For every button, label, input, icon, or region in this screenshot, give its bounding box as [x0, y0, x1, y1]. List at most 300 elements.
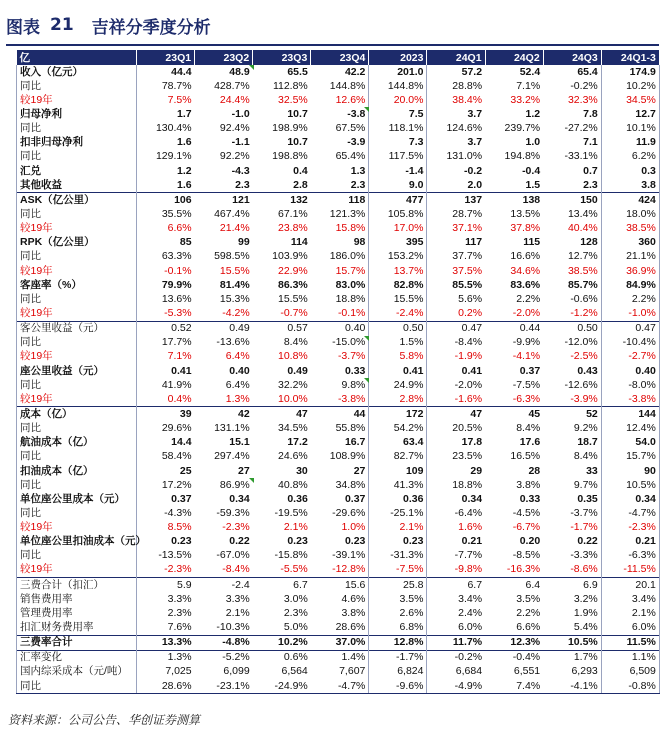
table-cell: -1.4 — [369, 164, 427, 178]
table-cell: 1.5% — [369, 336, 427, 350]
table-cell: 35.5% — [137, 207, 195, 221]
table-cell: -12.8% — [332, 563, 366, 576]
row-label: 同比 — [17, 336, 137, 350]
table-row — [17, 535, 660, 549]
table-row — [17, 65, 660, 79]
table-cell: 6.9 — [543, 578, 601, 593]
table-cell: -4.1% — [512, 350, 541, 363]
table-cell: 7.8 — [583, 107, 598, 120]
table-cell: 38.4% — [427, 93, 485, 107]
table-cell: 1.7 — [137, 107, 195, 121]
table-cell: 17.7% — [137, 336, 195, 350]
table-cell: 395 — [369, 236, 427, 250]
table-cell: -2.3% — [137, 563, 195, 578]
table-cell: -9.9% — [512, 336, 541, 349]
row-label: 较19年 — [17, 222, 137, 236]
table-cell: -2.3% — [601, 521, 659, 535]
table-cell: 3.8 — [601, 178, 659, 193]
table-cell: 17.0% — [369, 222, 427, 236]
table-cell: 42 — [195, 407, 253, 422]
table-cell: 138 — [485, 193, 543, 208]
header-period: 2023 — [369, 50, 427, 65]
row-label: 同比 — [17, 79, 137, 93]
table-cell: 121 — [195, 193, 253, 208]
table-cell: 23.8% — [278, 222, 308, 235]
table-cell: 2.4% — [427, 606, 485, 620]
table-row — [17, 250, 660, 264]
table-cell: -0.1% — [137, 264, 195, 278]
table-cell: 3.5% — [369, 592, 427, 606]
table-cell: 21.1% — [601, 250, 659, 264]
table-row — [17, 321, 660, 336]
table-cell: 2.1% — [369, 521, 427, 535]
table-cell: 5.0% — [283, 621, 308, 634]
table-cell: 2.0 — [427, 178, 485, 193]
row-label: 较19年 — [17, 306, 137, 321]
table-cell: 9.7% — [573, 478, 598, 491]
table-cell: -6.7% — [512, 521, 541, 534]
table-cell: 1.2 — [137, 164, 195, 178]
table-cell: 0.49 — [287, 364, 308, 377]
row-label: 同比 — [17, 422, 137, 436]
table-cell: 0.22 — [229, 535, 250, 548]
table-cell: -8.0% — [601, 378, 659, 392]
table-cell: 63.3% — [137, 250, 195, 264]
table-cell: 172 — [369, 407, 427, 422]
table-cell: 16.6% — [510, 250, 541, 263]
row-label: 航油成本（亿） — [17, 436, 137, 450]
table-row — [17, 236, 660, 250]
table-cell: 297.4% — [214, 450, 250, 463]
table-cell: -2.3% — [222, 521, 250, 534]
table-cell: 15.6 — [311, 578, 369, 593]
table-cell: 17.8 — [427, 436, 485, 450]
table-cell: 109 — [369, 464, 427, 478]
table-cell: 1.7% — [543, 650, 601, 665]
table-cell: 132 — [253, 193, 311, 208]
table-cell: 13.6% — [137, 292, 195, 306]
table-cell: -0.2% — [427, 650, 485, 665]
table-cell: 9.8% — [311, 378, 369, 392]
table-row — [17, 521, 660, 535]
table-cell: 67.5% — [335, 122, 366, 135]
table-cell: 0.34 — [427, 492, 485, 506]
table-cell: 7.6% — [137, 620, 195, 635]
row-label: 同比 — [17, 506, 137, 520]
table-cell: 29 — [427, 464, 485, 478]
table-cell: 15.8% — [335, 222, 366, 235]
table-row — [17, 222, 660, 236]
table-cell: -1.7% — [369, 650, 427, 665]
table-cell: 467.4% — [214, 207, 250, 220]
table-row — [17, 620, 660, 635]
row-label: 同比 — [17, 150, 137, 164]
table-cell: 0.37 — [137, 492, 195, 506]
table-cell: 1.3 — [350, 164, 366, 177]
table-cell: 18.0% — [601, 207, 659, 221]
table-cell: 0.47 — [427, 321, 485, 336]
table-row — [17, 492, 660, 506]
table-cell: 13.7% — [369, 264, 427, 278]
table-row — [17, 635, 660, 650]
table-cell: 15.3% — [219, 292, 250, 305]
table-cell: 0.4% — [137, 392, 195, 407]
quarterly-analysis-table — [16, 50, 660, 694]
row-label: 较19年 — [17, 350, 137, 364]
table-cell: -1.7% — [570, 521, 598, 534]
table-cell: 2.3 — [583, 178, 598, 191]
table-cell: 25 — [137, 464, 195, 478]
row-label: 同比 — [17, 378, 137, 392]
row-label: RPK（亿公里） — [17, 236, 137, 250]
table-cell: 0.43 — [577, 364, 598, 377]
table-cell: 1.4% — [311, 650, 369, 665]
table-cell: -3.8% — [337, 392, 366, 405]
row-label: 同比 — [17, 549, 137, 563]
table-cell: 0.40 — [601, 364, 659, 378]
table-cell: 85.5% — [427, 278, 485, 292]
table-cell: 6,509 — [601, 665, 659, 679]
table-cell: 10.0% — [278, 392, 308, 405]
table-row — [17, 464, 660, 478]
table-cell: -4.1% — [543, 679, 601, 694]
table-cell: 194.8% — [504, 150, 541, 163]
table-cell: -29.6% — [332, 506, 366, 519]
row-label: 较19年 — [17, 93, 137, 107]
table-cell: 6,824 — [369, 665, 427, 679]
table-cell: -2.0% — [512, 306, 541, 319]
header-period: 23Q2 — [195, 50, 253, 65]
table-cell: 3.3% — [137, 592, 195, 606]
table-cell: -67.0% — [216, 549, 250, 562]
table-cell: 3.7 — [427, 136, 485, 150]
table-cell: 36.9% — [601, 264, 659, 278]
table-cell: 16.5% — [510, 450, 541, 463]
table-cell: 3.8% — [516, 478, 541, 491]
table-cell: 6.0% — [427, 620, 485, 635]
table-cell: 24.4% — [219, 93, 250, 106]
row-label: 同比 — [17, 679, 137, 694]
table-cell: 82.7% — [369, 450, 427, 464]
table-cell: 2.1% — [225, 606, 250, 619]
table-cell: 34.6% — [510, 264, 541, 277]
table-cell: 428.7% — [214, 79, 250, 92]
table-cell: 37.1% — [427, 222, 485, 236]
table-cell: 174.9 — [601, 65, 659, 79]
table-cell: 82.8% — [369, 278, 427, 292]
table-cell: 58.4% — [137, 450, 195, 464]
table-cell: 0.2% — [427, 306, 485, 321]
table-cell: 6.4% — [225, 350, 250, 363]
table-cell: -23.1% — [195, 679, 253, 694]
table-cell: 0.21 — [601, 535, 659, 549]
table-cell: 17.6 — [519, 436, 541, 449]
table-row — [17, 679, 660, 694]
table-cell: 85.7% — [567, 278, 598, 291]
figure-number: 21 — [50, 15, 74, 35]
table-row — [17, 107, 660, 121]
table-cell: -59.3% — [216, 506, 250, 519]
table-cell: -4.7% — [601, 506, 659, 520]
row-label: 较19年 — [17, 392, 137, 407]
table-cell: -11.5% — [601, 563, 659, 578]
table-cell: 201.0 — [369, 65, 427, 79]
row-label: 三费率合计 — [17, 635, 137, 650]
table-cell: -8.5% — [512, 549, 541, 562]
table-row — [17, 606, 660, 620]
table-cell: -8.4% — [222, 563, 250, 576]
table-cell: -33.1% — [564, 150, 598, 163]
table-cell: 0.37 — [344, 492, 366, 505]
table-cell: 39 — [137, 407, 195, 422]
table-cell: 23.5% — [427, 450, 485, 464]
table-cell: 0.44 — [485, 321, 543, 336]
table-cell: 33 — [586, 464, 598, 477]
table-row — [17, 178, 660, 193]
table-cell: 186.0% — [329, 250, 366, 263]
table-cell: 2.2% — [516, 606, 541, 619]
table-cell: 1.6 — [137, 136, 195, 150]
header-unit: 亿 — [17, 50, 137, 65]
table-cell: 12.7 — [601, 107, 659, 121]
table-row — [17, 164, 660, 178]
table-cell: -8.4% — [427, 336, 485, 350]
table-cell: 153.2% — [369, 250, 427, 264]
table-cell: 0.6% — [253, 650, 311, 665]
table-cell: -2.5% — [570, 350, 598, 363]
table-cell: 7.3 — [369, 136, 427, 150]
table-cell: 63.4 — [369, 436, 427, 450]
table-cell: 28.8% — [427, 79, 485, 93]
table-cell: 3.3% — [225, 592, 250, 605]
table-cell: 10.7 — [287, 136, 308, 149]
table-cell: -24.9% — [253, 679, 311, 694]
table-cell: 1.3% — [225, 392, 250, 405]
table-row — [17, 650, 660, 665]
row-label: 扣油成本（亿） — [17, 464, 137, 478]
table-cell: 5.6% — [427, 292, 485, 306]
table-cell: 85 — [137, 236, 195, 250]
table-cell: 5.4% — [573, 621, 598, 634]
row-label: 同比 — [17, 122, 137, 136]
table-cell: 0.23 — [137, 535, 195, 549]
table-cell: 92.2% — [219, 150, 250, 163]
table-cell: 6,099 — [223, 665, 250, 678]
table-cell: 0.33 — [344, 364, 366, 377]
table-cell: 2.3 — [235, 178, 250, 191]
row-label: 国内综采成本（元/吨） — [17, 665, 137, 679]
table-cell: -13.5% — [137, 549, 195, 563]
table-row — [17, 407, 660, 422]
table-cell: 86.9% — [195, 478, 253, 492]
table-cell: 32.2% — [278, 378, 308, 391]
table-cell: 5.9 — [137, 578, 195, 593]
table-cell: -4.5% — [512, 506, 541, 519]
table-cell: 360 — [601, 236, 659, 250]
table-cell: -1.6% — [427, 392, 485, 407]
table-cell: 28.6% — [137, 679, 195, 694]
table-cell: 3.5% — [516, 592, 541, 605]
table-cell: 0.23 — [344, 535, 366, 548]
table-cell: 40.4% — [567, 222, 598, 235]
table-cell: 83.6% — [510, 278, 541, 291]
table-cell: 8.4% — [573, 450, 598, 463]
table-cell: -1.0 — [231, 107, 250, 120]
table-cell: 7.5 — [369, 107, 427, 121]
table-cell: -7.7% — [427, 549, 485, 563]
figure-title — [6, 6, 659, 46]
table-cell: -6.4% — [427, 506, 485, 520]
table-cell: 6.0% — [601, 620, 659, 635]
table-cell: 0.23 — [287, 535, 308, 548]
table-cell: 0.50 — [369, 321, 427, 336]
table-cell: -0.4 — [522, 164, 541, 177]
row-label: 其他收益 — [17, 178, 137, 193]
table-row — [17, 478, 660, 492]
table-cell: 28.6% — [335, 621, 366, 634]
table-cell: -0.1% — [337, 306, 366, 319]
table-cell: -3.8% — [601, 392, 659, 407]
header-period: 24Q2 — [485, 50, 543, 65]
table-row — [17, 506, 660, 520]
table-cell: 0.4 — [293, 164, 308, 177]
table-cell: 424 — [601, 193, 659, 208]
table-cell: 3.0% — [283, 592, 308, 605]
table-cell: 17.2 — [287, 436, 308, 449]
table-row — [17, 422, 660, 436]
row-label: 成本（亿） — [17, 407, 137, 422]
table-row — [17, 207, 660, 221]
table-cell: 6.4 — [485, 578, 543, 593]
table-cell: 1.3% — [137, 650, 195, 665]
table-cell: 38.5% — [601, 222, 659, 236]
table-cell: -6.3% — [601, 549, 659, 563]
row-label: 同比 — [17, 478, 137, 492]
table-row — [17, 264, 660, 278]
row-label: 单位座公里成本（元） — [17, 492, 137, 506]
table-cell: 12.8% — [369, 635, 427, 650]
table-cell: 37.8% — [510, 222, 541, 235]
table-cell: -4.3 — [231, 164, 250, 177]
table-cell: -2.4% — [369, 306, 427, 321]
row-label: 收入（亿元） — [17, 65, 137, 79]
table-cell: 90 — [601, 464, 659, 478]
table-cell: 0.41 — [137, 364, 195, 378]
table-row — [17, 336, 660, 350]
table-cell: 86.3% — [278, 278, 308, 291]
table-cell: 20.1 — [601, 578, 659, 593]
table-cell: 15.5% — [278, 292, 308, 305]
table-cell: -4.2% — [222, 306, 250, 319]
table-row — [17, 350, 660, 364]
header-period: 23Q1 — [137, 50, 195, 65]
table-cell: 0.50 — [543, 321, 601, 336]
table-cell: 144.8% — [369, 79, 427, 93]
table-cell: -6.3% — [512, 392, 541, 405]
table-cell: 47 — [427, 407, 485, 422]
table-cell: -2.4 — [195, 578, 253, 593]
table-cell: 8.4% — [516, 422, 541, 435]
table-row — [17, 378, 660, 392]
table-cell: 118.1% — [369, 122, 427, 136]
table-cell: 0.22 — [577, 535, 598, 548]
table-cell: -5.5% — [280, 563, 308, 576]
table-cell: 8.5% — [137, 521, 195, 535]
table-cell: 81.4% — [219, 278, 250, 291]
table-cell: 1.1% — [601, 650, 659, 665]
table-cell: -9.6% — [369, 679, 427, 694]
table-cell: 129.1% — [137, 150, 195, 164]
table-cell: -3.7% — [570, 506, 598, 519]
table-cell: -1.0% — [601, 306, 659, 321]
table-cell: 45 — [485, 407, 543, 422]
table-cell: -4.3% — [137, 506, 195, 520]
table-cell: 34.8% — [335, 478, 366, 491]
table-cell: 83.0% — [335, 278, 366, 291]
table-cell: -15.8% — [274, 549, 308, 562]
table-cell: -2.7% — [601, 350, 659, 364]
table-cell: 0.20 — [519, 535, 541, 548]
row-label: 归母净利 — [17, 107, 137, 121]
table-header-row — [17, 50, 660, 65]
table-cell: 37.5% — [427, 264, 485, 278]
table-cell: 28 — [528, 464, 541, 477]
table-cell: -7.5% — [369, 563, 427, 578]
row-label: 销售费用率 — [17, 592, 137, 606]
table-cell: 0.34 — [229, 492, 250, 505]
table-cell: 41.9% — [137, 378, 195, 392]
table-cell: 115 — [523, 236, 541, 249]
table-cell: -10.3% — [216, 621, 250, 634]
table-cell: 0.37 — [519, 364, 541, 377]
figure-title-text: 吉祥分季度分析 — [91, 17, 211, 38]
table-cell: 7.5% — [137, 93, 195, 107]
table-cell: 2.3% — [283, 606, 308, 619]
table-cell: 2.6% — [369, 606, 427, 620]
table-cell: 1.6 — [137, 178, 195, 193]
table-cell: 6.7 — [253, 578, 311, 593]
table-cell: 15.1 — [229, 436, 250, 449]
table-cell: 114 — [290, 236, 308, 249]
row-label: 同比 — [17, 250, 137, 264]
row-label: 单位座公里扣油成本（元） — [17, 535, 137, 549]
table-cell: -3.9% — [570, 392, 598, 405]
table-cell: -16.3% — [506, 563, 541, 576]
table-cell: 18.8% — [427, 478, 485, 492]
table-cell: -13.6% — [216, 336, 250, 349]
table-cell: 0.3 — [601, 164, 659, 178]
table-cell: 37.0% — [311, 635, 369, 650]
table-cell: 11.9 — [601, 136, 659, 150]
table-cell: 117.5% — [369, 150, 427, 164]
header-period: 23Q3 — [253, 50, 311, 65]
table-cell: 0.41 — [427, 364, 485, 378]
table-cell: 15.7% — [335, 264, 366, 277]
table-cell: 6.2% — [601, 150, 659, 164]
table-cell: 24.9% — [369, 378, 427, 392]
table-cell: 11.5% — [601, 635, 659, 650]
table-cell: 84.9% — [601, 278, 659, 292]
table-cell: 106 — [137, 193, 195, 208]
table-cell: 48.9 — [195, 65, 253, 79]
table-cell: 10.2% — [253, 635, 311, 650]
table-row — [17, 450, 660, 464]
table-cell: -1.2% — [570, 306, 598, 319]
table-cell: 121.3% — [329, 207, 366, 220]
table-cell: 10.5% — [543, 635, 601, 650]
row-label: 同比 — [17, 207, 137, 221]
table-cell: 65.4 — [577, 65, 598, 78]
